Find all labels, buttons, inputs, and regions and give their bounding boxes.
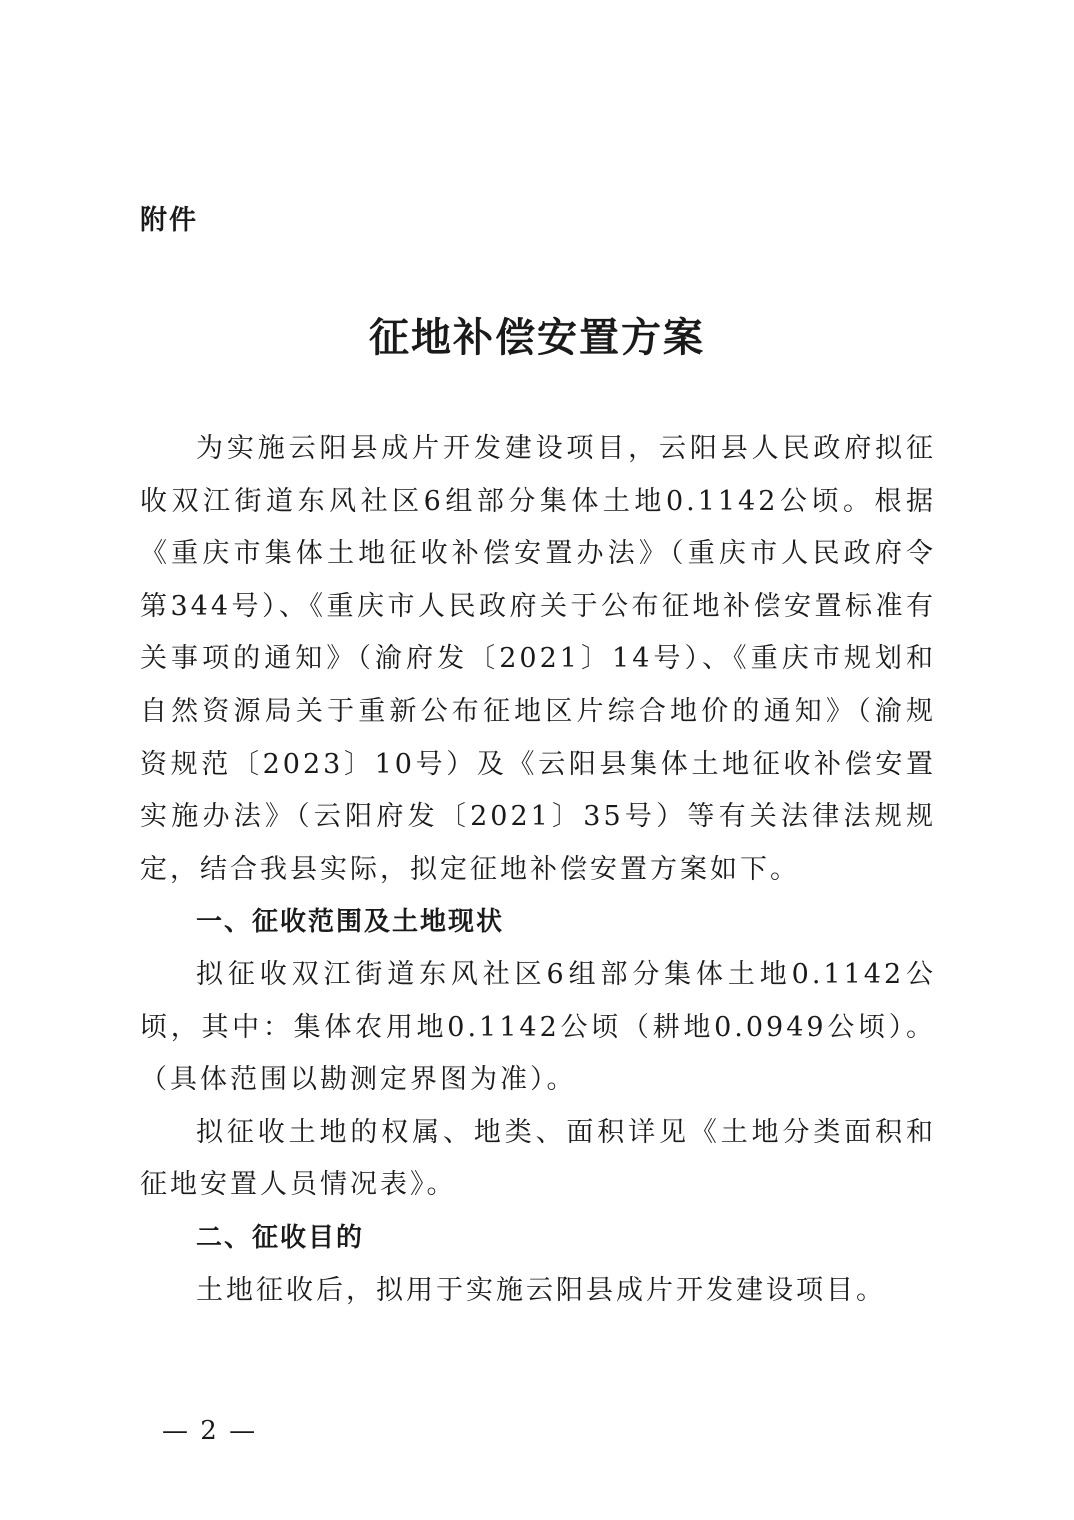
attachment-label: 附件 [140, 205, 198, 236]
section-heading-2: 二、征收目的 [196, 1222, 365, 1253]
section-heading-1: 一、征收范围及土地现状 [196, 907, 505, 938]
section-1-paragraph-2: 拟征收土地的权属、地类、面积详见《土地分类面积和征地安置人员情况表》。 [140, 1116, 936, 1201]
document-body [140, 423, 936, 1317]
intro-paragraph: 为实施云阳县成片开发建设项目，云阳县人民政府拟征收双江街道东风社区6组部分集体土地0.1142公顷。根据《重庆市集体土地征收补偿安置办法》（重庆市人民政府令第344号）、《重庆市人民政府关于公布征地补偿安置标准有关事项的通知》（渝府发〔2021〕14号）、《重庆市规划和自然资源局关于重新公布征地区片综合地价的通知》（渝规资规范〔2023〕10号）及《云阳县集体土地征收补偿安置实施办法》（云阳府发〔2021〕35号）等有关法律法规规定，结合我县实际，拟定征地补偿安置方案如下。 [140, 433, 936, 885]
document-title: 征地补偿安置方案 [369, 315, 705, 361]
section-1-paragraph-1: 拟征收双江街道东风社区6组部分集体土地0.1142公顷，其中：集体农用地0.1142公顷（耕地0.0949公顷）。（具体范围以勘测定界图为准）。 [140, 958, 936, 1096]
page-number: — 2 — [162, 1416, 258, 1446]
section-2-paragraph-1: 土地征收后，拟用于实施云阳县成片开发建设项目。 [196, 1274, 886, 1306]
